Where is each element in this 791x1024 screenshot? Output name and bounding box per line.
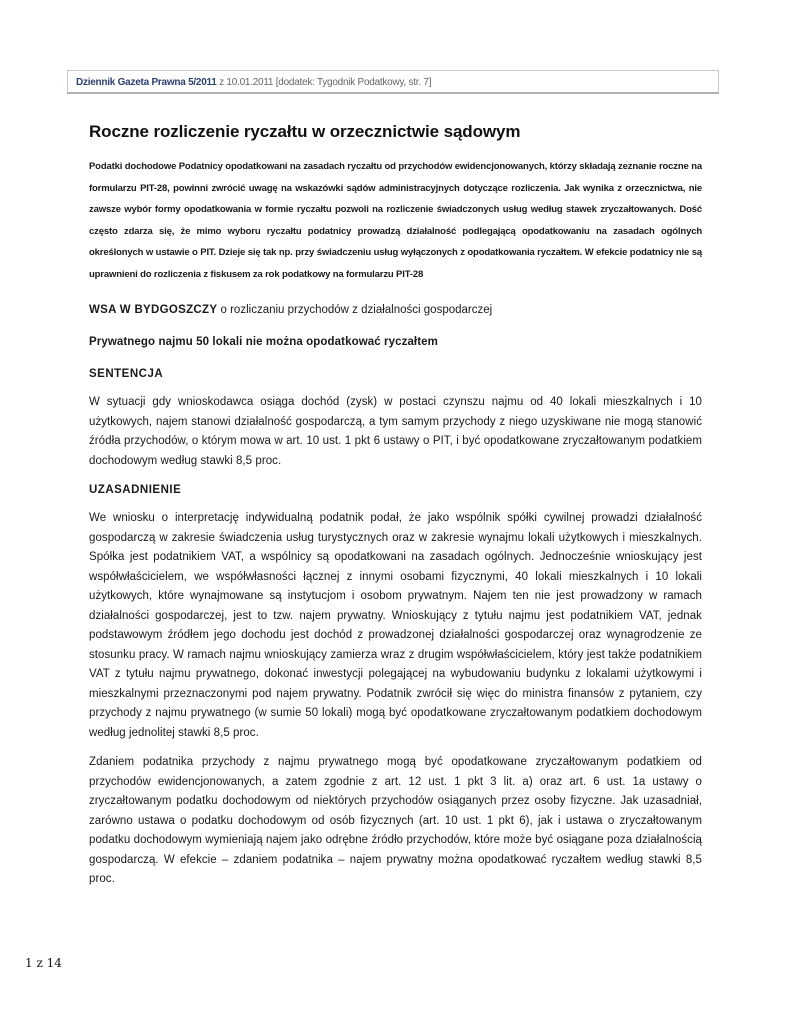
sentence-heading: SENTENCJA <box>89 368 164 380</box>
page-indicator: 1 z 14 <box>25 956 62 970</box>
article-lead: Podatki dochodowe Podatnicy opodatkowani na zasadach ryczałtu od przychodów ewidencjonowanych, którzy składają zeznanie roczne na formularzu PIT-28, powinni zwrócić uwagę na wskazówki sądów administracyjnych dotyczące rozliczenia. Jak wynika z orzecznictwa, nie zawsze wybór formy opodatkowania w formie ryczałtu pozwoli na rozliczenie świadczonych usług według stawek zryczałtowanych. Dość często zdarza się, że mimo wyboru ryczałtu podatnicy prowadzą działalność podlegającą opodatkowaniu na zasadach ogólnych określonych w ustawie o PIT. Dzieje się tak np. przy świadczeniu usług wyłączonych z opodatkowania ryczałtem. W efekcie podatnicy nie są uprawnieni do rozliczenia z fiskusem za rok podatkowy na formularzu PIT-28 <box>89 161 702 280</box>
justification-paragraph-1: We wniosku o interpretację indywidualną podatnik podał, że jako wspólnik spółki cywilnej prowadzi działalność gospodarczą w zakresie świadczenia usług turystycznych oraz w zakresie wynajmu lokali użytkowych i mieszkalnych. Spółka jest podatnikiem VAT, a wspólnicy są opodatkowani na zasadach ogólnych. Jednocześnie wnioskujący jest współwłaścicielem, we współwłasności łącznej z innymi osobami fizycznymi, 40 lokali mieszkalnych i 10 lokali użytkowych, które wynajmowane są instytucjom i osobom prywatnym. Najem ten nie jest prowadzony w ramach działalności gospodarczej, jest to tzw. najem prywatny. Wnioskujący z tytułu najmu jest podatnikiem VAT, jednak podstawowym źródłem jego dochodu jest dochód z prowadzonej działalności gospodarczej oraz wynagrodzenie ze stosunku pracy. W ramach najmu wnioskujący zamierza wraz z drugim współwłaścicielem, który jest także podatnikiem VAT z tytułu najmu prywatnego, dokonać inwestycji polegającej na wybudowaniu budynku z lokalami użytkowymi i mieszkalnymi przeznaczonymi pod najem prywatny. Podatnik zwrócił się więc do ministra finansów z pytaniem, czy przychody z najmu prywatnego (w sumie 50 lokali) mogą być opodatkowane zryczałtowanym podatkiem dochodowym według jednolitej stawki 8,5 proc. <box>89 512 702 739</box>
justification-heading: UZASADNIENIE <box>89 484 182 496</box>
source-details: z 10.01.2011 [dodatek: Tygodnik Podatkowy, str. 7] <box>219 77 432 88</box>
sentence-text: W sytuacji gdy wnioskodawca osiąga dochód (zysk) w postaci czynszu najmu od 40 lokali mieszkalnych i 10 użytkowych, najem stanowi działalność gospodarczą, a tym samym przychody z niego uzyskiwane nie mogą stanowić źródła przychodów, o którym mowa w art. 10 ust. 1 pkt 6 ustawy o PIT, i być opodatkowane zryczałtowanym podatkiem dochodowym według stawki 8,5 proc. <box>89 396 702 467</box>
article <box>89 122 702 900</box>
court-name: WSA W BYDGOSZCZY <box>89 304 218 316</box>
ruling-subtitle: Prywatnego najmu 50 lokali nie można opodatkować ryczałtem <box>89 336 438 348</box>
article-title: Roczne rozliczenie ryczałtu w orzecznictwie sądowym <box>89 122 521 141</box>
justification-paragraph-2: Zdaniem podatnika przychody z najmu prywatnego mogą być opodatkowane zryczałtowanym podatkiem od przychodów ewidencjonowanych, a zatem zgodnie z art. 12 ust. 1 pkt 3 lit. a) oraz art. 6 ust. 1a ustawy o zryczałtowanym podatku dochodowym od niektórych przychodów osiąganych przez osoby fizyczne. Jak uzasadniał, zarówno ustawa o podatku dochodowym od osób fizycznych (art. 10 ust. 1 pkt 6), jak i ustawa o zryczałtowanym podatku dochodowym wymieniają najem jako odrębne źródło przychodów, które może być osiągane poza działalnością gospodarczą. W efekcie – zdaniem podatnika – najem prywatny można opodatkować ryczałtem według stawki 8,5 proc. <box>89 756 702 885</box>
court-topic: o rozliczaniu przychodów z działalności gospodarczej <box>220 304 493 316</box>
source-publication: Dziennik Gazeta Prawna 5/2011 <box>76 77 217 88</box>
court-line <box>89 301 702 319</box>
source-header <box>67 70 719 94</box>
